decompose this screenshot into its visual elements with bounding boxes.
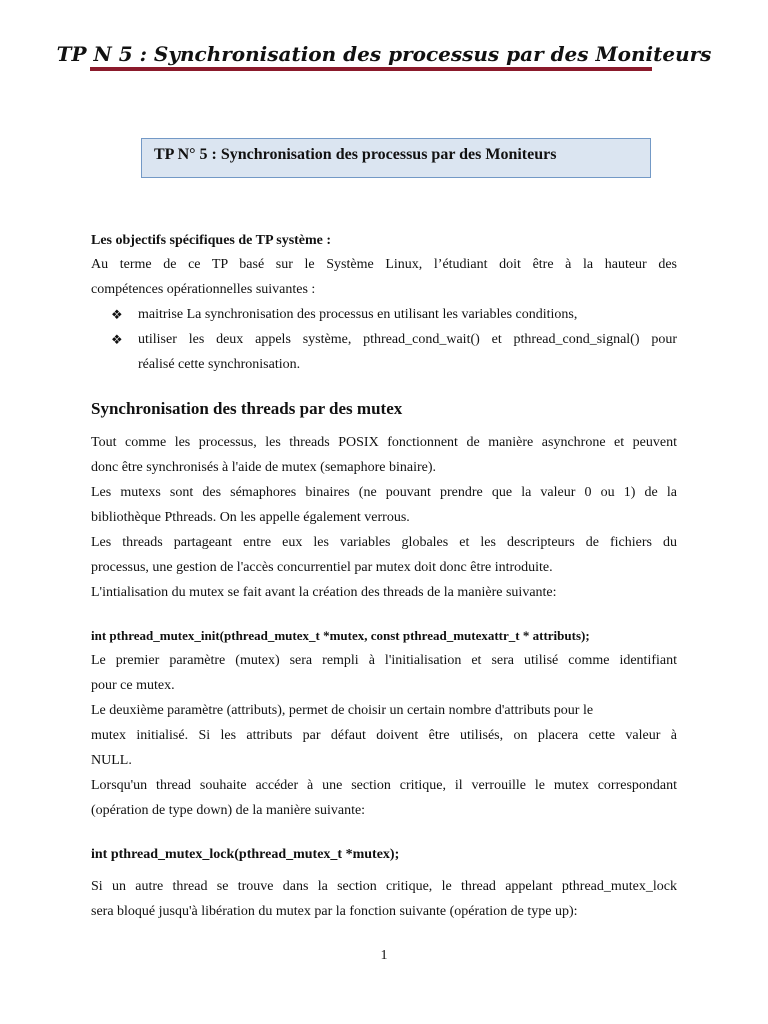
paragraph-line: (opération de type down) de la manière suivante:: [91, 803, 366, 818]
paragraph-line: NULL.: [91, 753, 132, 768]
objectives-heading: Les objectifs spécifiques de TP système :: [91, 233, 332, 248]
paragraph-line: donc être synchronisés à l'aide de mutex (semaphore binaire).: [91, 460, 437, 475]
diamond-bullet-icon: ❖: [111, 332, 123, 347]
paragraph-line: L'intialisation du mutex se fait avant la création des threads de la manière suivante:: [91, 585, 557, 600]
objectives-intro-line: compétences opérationnelles suivantes :: [91, 282, 316, 297]
objective-bullet-continuation: réalisé cette synchronisation.: [138, 357, 301, 372]
paragraph-line: Le premier paramètre (mutex) sera rempli à l'initialisation et sera utilisé comme identifiant: [91, 653, 677, 668]
paragraph-line: sera bloqué jusqu'à libération du mutex par la fonction suivante (opération de type up):: [91, 904, 578, 919]
objectives-intro-line: Au terme de ce TP basé sur le Système Linux, l’étudiant doit être à la hauteur des: [91, 257, 677, 272]
paragraph-line: bibliothèque Pthreads. On les appelle également verrous.: [91, 510, 410, 525]
diamond-bullet-icon: ❖: [111, 307, 123, 322]
paragraph-line: Les threads partageant entre eux les variables globales et les descripteurs de fichiers du: [91, 535, 677, 550]
paragraph-line: processus, une gestion de l'accès concurrentiel par mutex doit donc être introduite.: [91, 560, 553, 575]
paragraph-line: pour ce mutex.: [91, 678, 175, 693]
paragraph-line: Lorsqu'un thread souhaite accéder à une section critique, il verrouille le mutex correspondant: [91, 778, 677, 793]
section-heading: Synchronisation des threads par des mutex: [91, 399, 403, 418]
objective-bullet-item: maitrise La synchronisation des processus en utilisant les variables conditions,: [138, 307, 578, 322]
page-header-title: TP N 5 : Synchronisation des processus par des Moniteurs: [56, 42, 712, 66]
paragraph-line: mutex initialisé. Si les attributs par défaut doivent être utilisés, on placera cette valeur à: [91, 728, 677, 743]
paragraph-line: Le deuxième paramètre (attributs), permet de choisir un certain nombre d'attributs pour le: [91, 703, 594, 718]
paragraph-line: Les mutexs sont des sémaphores binaires (ne pouvant prendre que la valeur 0 ou 1) de la: [91, 485, 677, 500]
code-mutex-lock: int pthread_mutex_lock(pthread_mutex_t *mutex);: [91, 847, 400, 862]
code-mutex-init: int pthread_mutex_init(pthread_mutex_t *mutex, const pthread_mutexattr_t * attributs);: [91, 628, 590, 643]
header-rule: [90, 67, 652, 71]
title-box-text: TP N° 5 : Synchronisation des processus par des Moniteurs: [154, 146, 557, 163]
paragraph-line: Si un autre thread se trouve dans la section critique, le thread appelant pthread_mutex_lock: [91, 879, 677, 894]
page-number: 1: [380, 948, 388, 963]
paragraph-line: Tout comme les processus, les threads POSIX fonctionnent de manière asynchrone et peuvent: [91, 435, 677, 450]
title-box: [141, 138, 651, 178]
objective-bullet-item: utiliser les deux appels système, pthread_cond_wait() et pthread_cond_signal() pour: [138, 332, 677, 347]
